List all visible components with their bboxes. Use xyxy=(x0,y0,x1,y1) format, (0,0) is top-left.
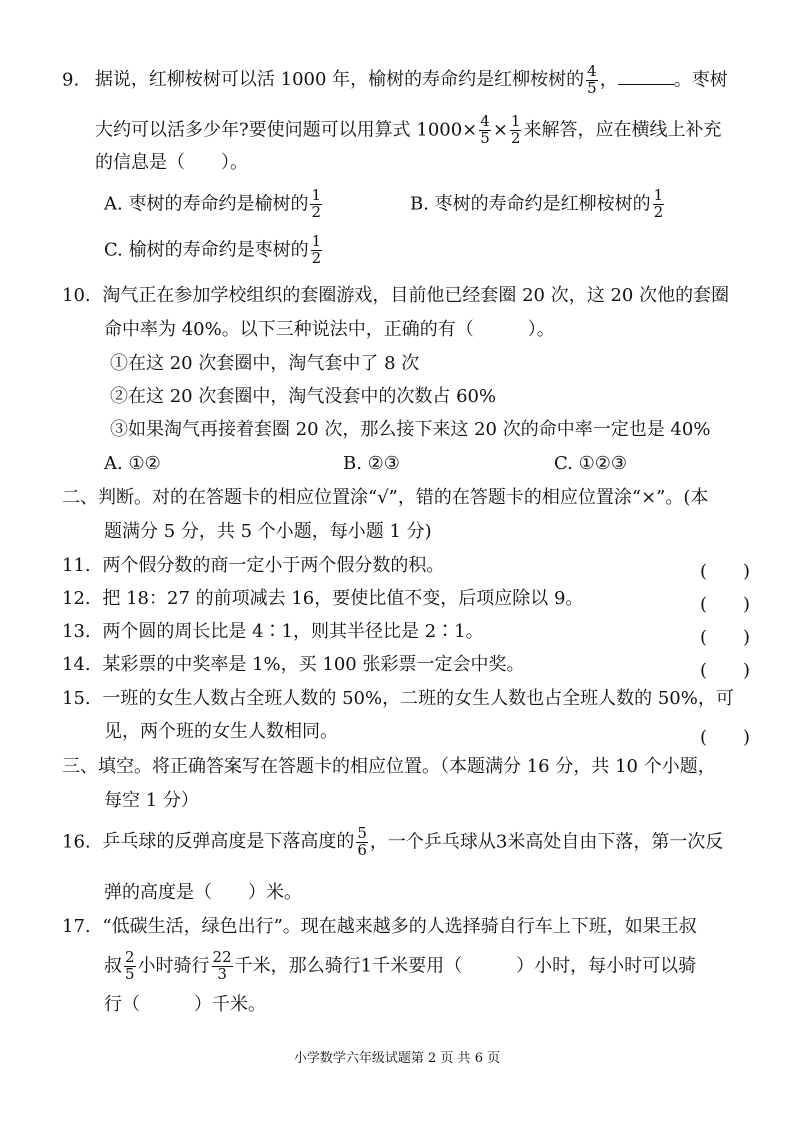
fraction-1-2: $\frac{1}{2}$ xyxy=(311,232,322,267)
q9-option-b: B. 枣树的寿命约是红柳桉树的 $\frac{1}{2}$ xyxy=(410,186,664,221)
fraction-1-2: $\frac{1}{2}$ xyxy=(510,112,521,147)
judge-item-15-cont: 见，两个班的女生人数相同。 xyxy=(104,721,338,742)
q10-option-c: C. ①②③ xyxy=(554,453,627,474)
answer-paren-15: ( ) xyxy=(699,727,750,748)
answer-blank xyxy=(618,83,674,85)
fraction-22-3: $\frac{22}{3}$ xyxy=(212,948,232,983)
fraction-4-5: $\frac{4}{5}$ xyxy=(480,112,490,147)
section2-heading: 二、判断。对的在答题卡的相应位置涂“√”，错的在答题卡的相应位置涂“×”。(本 xyxy=(62,487,709,508)
q17-line1: 17. “低碳生活，绿色出行”。现在越来越多的人选择骑自行车上下班，如果王叔 xyxy=(62,916,697,937)
section3-note: 每空 1 分） xyxy=(104,790,199,811)
q9-option-a: A. 枣树的寿命约是榆树的 $\frac{1}{2}$ xyxy=(104,186,321,221)
fraction-2-5: $\frac{2}{5}$ xyxy=(125,948,135,983)
section2-note: 题满分 5 分，共 5 个小题，每小题 1 分) xyxy=(104,521,432,542)
answer-paren-11: ( ) xyxy=(699,561,750,582)
q9-option-c: C. 榆树的寿命约是枣树的 $\frac{1}{2}$ xyxy=(104,232,322,267)
fraction-5-6: $\frac{5}{6}$ xyxy=(357,824,367,859)
q9-line1: 9. 据说，红柳桉树可以活 1000 年，榆树的寿命约是红柳桉树的 $\frac{4}{5}$ ， 。枣树 xyxy=(62,62,728,97)
q9-number: 9. xyxy=(62,69,80,91)
q10-option-b: B. ②③ xyxy=(343,453,400,474)
q17-line2: 叔 $\frac{2}{5}$ 小时骑行 $\frac{22}{3}$ 千米，那么骑行1千米要用（ ）小时，每小时可以骑 xyxy=(104,948,697,983)
q17-line3: 行（ ）千米。 xyxy=(104,994,266,1015)
q10-option-a: A. ①② xyxy=(104,453,161,474)
fraction-1-2: $\frac{1}{2}$ xyxy=(653,186,664,221)
q10-line2: 命中率为 40%。以下三种说法中，正确的有（ ）。 xyxy=(104,319,555,340)
fraction-4-5: $\frac{4}{5}$ xyxy=(587,62,597,97)
judge-item-15: 15. 一班的女生人数占全班人数的 50%，二班的女生人数也占全班人数的 50%，可 xyxy=(62,688,734,709)
judge-item-13: 13. 两个圆的周长比是 4∶1，则其半径比是 2∶1。 xyxy=(62,621,484,642)
q9-line3: 的信息是（ ）。 xyxy=(95,152,248,173)
judge-item-14: 14. 某彩票的中奖率是 1%，买 100 张彩票一定会中奖。 xyxy=(62,654,525,675)
judge-item-12: 12. 把 18：27 的前项减去 16，要使比值不变，后项应除以 9。 xyxy=(62,588,584,609)
fraction-1-2: $\frac{1}{2}$ xyxy=(311,186,321,221)
q17-number: 17. xyxy=(62,916,91,937)
q10-statement-1: ①在这 20 次套圈中，淘气套中了 8 次 xyxy=(110,353,420,374)
q16-line2: 弹的高度是（ ）米。 xyxy=(104,882,302,903)
q10-number: 10. xyxy=(62,285,91,306)
answer-paren-12: ( ) xyxy=(699,594,750,615)
q16-number: 16. xyxy=(62,831,91,853)
answer-paren-14: ( ) xyxy=(699,660,750,681)
page-footer: 小学数学六年级试题第 2 页 共 6 页 xyxy=(293,1051,501,1066)
answer-paren-13: ( ) xyxy=(699,627,750,648)
q16-line1: 16. 乒乓球的反弹高度是下落高度的 $\frac{5}{6}$ ，一个乒乓球从3米高处自由下落，第一次反 xyxy=(62,824,724,859)
q9-line2: 大约可以活多少年?要使问题可以用算式 1000× $\frac{4}{5}$ × $\frac{1}{2}$ 来解答，应在横线上补充 xyxy=(95,112,722,147)
section3-heading: 三、填空。将正确答案写在答题卡的相应位置。（本题满分 16 分，共 10 个小题， xyxy=(62,756,716,777)
q10-statement-3: ③如果淘气再接着套圈 20 次，那么接下来这 20 次的命中率一定也是 40% xyxy=(110,419,711,440)
q10-statement-2: ②在这 20 次套圈中，淘气没套中的次数占 60% xyxy=(110,386,497,407)
judge-item-11: 11. 两个假分数的商一定小于两个假分数的积。 xyxy=(62,555,445,576)
q10-line1: 10. 淘气正在参加学校组织的套圈游戏，目前他已经套圈 20 次，这 20 次他的套圈 xyxy=(62,285,730,306)
